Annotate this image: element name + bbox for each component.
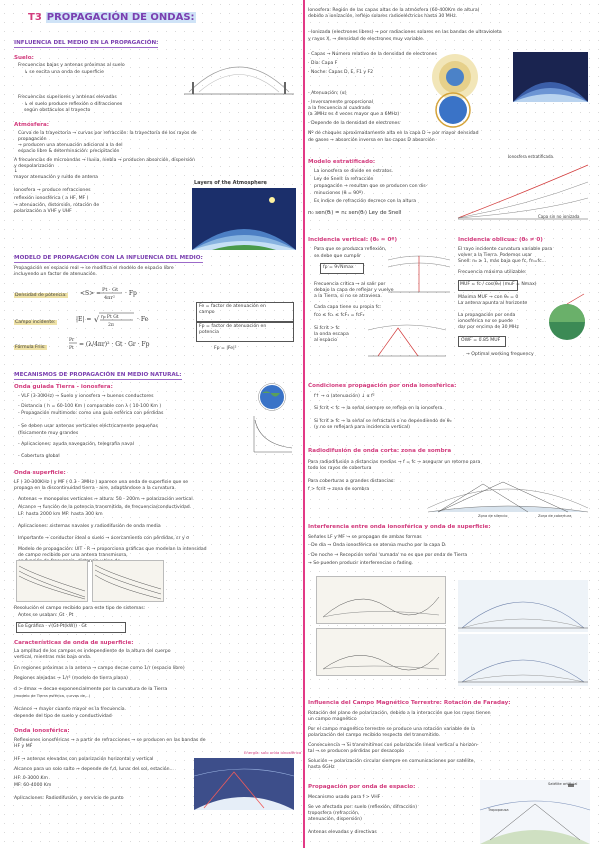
text: Se ve afectada por: suelo (reflexión, difracción) [308, 805, 418, 810]
text: - Propagación multimodo: como una guía esférica con pérdidas [18, 411, 164, 416]
text: HF y MF [14, 744, 33, 749]
text: LF: hasta 2000 km MF: hasta 300 km [18, 512, 103, 517]
text: Frecuencias bajas y antenas próximas al suelo [18, 63, 125, 68]
text: Alcance → mayor cuanto mayor es la frecuencia. [14, 707, 127, 712]
text: polarización del campo recibido respecto del transmitido. [308, 733, 441, 738]
text: OWF = 0.85 MUF [461, 338, 501, 343]
text: propaga en la discontinuidad tierra - aire, adaptándose a la curvatura. [14, 486, 176, 491]
text: - Distancia ( h = 60-100 Km ) comparable con λ ( 10-100 Km ) [18, 404, 162, 409]
svg-text:· Fp: · Fp [125, 290, 137, 297]
text: La ionosfera se divide en estratos. [314, 169, 394, 174]
interference-diagram-1 [458, 580, 588, 632]
text: y despolarización [14, 164, 55, 169]
coverage-label: Zona de cobertura [538, 514, 572, 518]
text: Antenas → monopolos verticales → altura: 50 - 200m → polarización vertical [18, 497, 193, 502]
shadow-zone-figure [428, 478, 588, 514]
friis-label: Fórmula Friis: [15, 345, 46, 350]
text: HF → antenas elevadas con polarización horizontal y vertical [14, 757, 154, 762]
text: Mecanismo usado para f > VHF [308, 795, 381, 800]
heading-onda-tierra: Onda guiada Tierra - ionosfera: [14, 384, 113, 390]
text: fp = 9√Nmax [323, 265, 354, 270]
text: Es índice de refracción decrece con la altura [314, 199, 417, 204]
text: Modelo de propagación: UIT - R → proporciona gráficas que modelan la intensidad [18, 547, 207, 552]
text: mayor atenuación y ruido de antena [14, 175, 98, 180]
text: - De noche → Recepción señal 'sumada' no es que por onda de Tierra [308, 553, 468, 558]
text: La propagación por onda [458, 313, 516, 318]
text: tal → se producen pérdidas por desacoplo [308, 749, 405, 754]
text: - VLF (3-30KHz) → Suelo y ionosfera → buenos conductores [18, 394, 154, 399]
text: Frecuencia máxima utilizable: [458, 270, 527, 275]
text: - Aplicaciones: ayuda navegación, telegrafía naval [18, 442, 134, 447]
text: Cada capa tiene su propia fc: [314, 305, 382, 310]
muf-globe-figure [544, 292, 590, 338]
heading-onda-superficie: Onda superficie: [14, 470, 66, 476]
ionospheric-wave-figure [194, 758, 294, 810]
text: Si fcrit < fc → la señal siempre se refleja en la ionosfera. [314, 406, 444, 411]
text: reflexión ionosférica ( a HF, MF ) [14, 196, 89, 201]
left-column [14, 0, 302, 848]
svg-text:· Fe: · Fe [137, 316, 149, 323]
escape-figure [368, 320, 446, 358]
text: Por el campo magnético terrestre se produce una rotación variable de la [308, 727, 475, 732]
text: Curva de la trayectoria → curvas por refracción: la trayectoria de los rayos de [18, 131, 197, 136]
uit-graph-2 [92, 560, 164, 602]
svg-text:<S> =: <S> = [80, 290, 102, 297]
heading-modelo-estratificado: Modelo estratificado: [308, 159, 376, 165]
heading-caracteristicas: Características de onda de superficie: [14, 640, 134, 646]
text: de campo recibido por una antena transmisora, [18, 553, 128, 558]
snell-law: n₀ sen(θᵢ) = n₁ sen(θᵣ) Ley de Snell [308, 210, 402, 216]
text: Frecuencia crítica → al salir por [314, 282, 386, 287]
globe-figure [428, 92, 478, 128]
earth-guide-figure [252, 383, 292, 411]
text: Frecuencias superiores y antenas elevadas [18, 95, 117, 100]
heading-suelo: Suelo: [14, 55, 34, 61]
text: - Inversamente proporcional [308, 100, 373, 105]
text: - Cobertura global [18, 454, 60, 459]
text: debajo la capa de reflejar y vuelve [314, 288, 394, 293]
density-label: Densidad de potencia: [15, 293, 67, 298]
suelo-diagram [184, 52, 294, 102]
svg-text:= (λ/4πr)² · Gt · Gr · Fp: = (λ/4πr)² · Gt · Gr · Fp [79, 341, 150, 348]
text: polarización a VHF y UHF [14, 209, 72, 214]
text: Para coberturas a grandes distancias: [308, 479, 395, 484]
heading-zona-sombra: Radiodifusión de onda corta: zona de sombra [308, 448, 452, 454]
text: La amplitud de los campos es independiente de la altura del cuerpo [14, 649, 171, 654]
text: Nº de choques aproximadamente alta en la capa D → por mayor densidad [308, 131, 479, 136]
text: Fp = |Fe|² [214, 346, 237, 351]
text: y rayos X, → densidad de electrones muy variable. [308, 37, 425, 42]
layers-figure-title: Layers of the Atmosphere [194, 180, 267, 186]
density-formula [80, 285, 160, 301]
text: - Atenuación: (α) [308, 91, 347, 96]
tropopause-label: Tropopausa [488, 808, 509, 812]
text: de gases → absorción inversa en las capas D absorción [308, 138, 435, 143]
text: Ley de Snell: la refracción [314, 177, 374, 182]
satellite-label: Satélite artificial [548, 782, 578, 786]
text: LF ( 30-300KHz ) y MF ( 0.3 - 3MHz ) aparece una onda de superficie que se [14, 480, 189, 485]
text: distancia [77, 559, 99, 564]
heading-onda-espacio: Propagación por onda de espacio: [308, 784, 416, 790]
text: (físicamente muy grandes [18, 431, 79, 436]
night-layers-figure [513, 52, 588, 102]
text: MF: 60-4000 Km [14, 783, 52, 788]
text: d > dmax → decae exponencialmente por la curvatura de la Tierra [14, 687, 168, 692]
svg-text:2π: 2π [108, 323, 114, 328]
text: Eo Egráfica · √(Gt·Pt(kW)) · Gt [18, 624, 87, 629]
title-text: PROPAGACIÓN DE ONDAS: [46, 12, 195, 23]
atmosphere-layers-figure [192, 188, 296, 250]
svg-text:Pr: Pr [69, 338, 75, 343]
text: a la frecuencia al cuadrado [308, 106, 371, 111]
text: · Día: Capa F [308, 61, 338, 66]
text: - Ionizada (electrones libres) → por radiaciones solares en las bandas de ultravioleta [308, 30, 502, 35]
svg-text:Pt · Gt: Pt · Gt [102, 287, 119, 293]
text: debido a ionización, reflejo solares radioeléctricos hasta 30 MHz. [308, 14, 458, 19]
text: Fp = factor de atenuación en [199, 324, 267, 329]
text: se debe que cumplir [314, 254, 362, 259]
svg-text:4πr²: 4πr² [104, 295, 115, 301]
text: Aplicaciones: Radiodifusión, y servicio de punto [14, 796, 124, 801]
heading-influencia: INFLUENCIA DEL MEDIO EN LA PROPAGACIÓN: [14, 40, 159, 46]
text: → Optimal working frequency [466, 352, 534, 357]
text: incluyendo un factor de atenuación. [14, 272, 98, 277]
text: Antenas elevadas y directivas [308, 830, 377, 835]
text: la onda escapa [314, 332, 349, 337]
text: En regiones próximas a la antena → campo decae como 1/r (espacio libre) [14, 666, 185, 671]
text: todo los rayos de cobertura [308, 466, 372, 471]
text: volver a la Tierra. Podemos usar [458, 253, 533, 258]
text: Alcance → función de la potencia transmitida, de frecuencia/conductividad. [18, 505, 192, 510]
stratified-ionosphere-figure [458, 160, 588, 220]
text: Importante → conductor ideal o suelo → acercamiento con pérdidas, εr y σ [18, 536, 190, 541]
text: Alcance para un solo salto → depende de f,d, lunar del sol, estación... [14, 767, 174, 772]
svg-text:η₀ Pt Gt: η₀ Pt Gt [101, 315, 119, 320]
figure-note: Energía: solo onda ionosférica [244, 750, 302, 755]
text: ↓ [14, 169, 18, 174]
text: Ionosfera → produce refracciones [14, 188, 91, 193]
svg-text:|E| =: |E| = [76, 316, 92, 323]
text: ↳ se excita una onda de superficie [24, 70, 104, 75]
column-divider [303, 0, 305, 848]
svg-text:√: √ [94, 315, 100, 324]
text: Si fcrit ≥ fc → la señal se refractará o no dependiendo de θ₀ [314, 419, 452, 424]
heading-incidencia-oblicua: Incidencia oblicua: (θ₀ ≠ 0) [458, 237, 543, 243]
campo-formula [76, 310, 166, 328]
shadow-label: Zona de silencio [478, 514, 508, 518]
text: → producen una atenuación adicional a la del [18, 143, 123, 148]
text: Snell: n₀ ≥ 1, más baja que fc, fn=fc... [458, 259, 547, 264]
text: troposfera (refracción, [308, 811, 360, 816]
page-title [28, 12, 196, 24]
text: fco ≤ fc₁ ≤ fcF₁ = fcF₂ [314, 313, 365, 318]
text: - Capas → Número relativo de la densidad de electrones [308, 52, 437, 57]
heading-condiciones: Condiciones propagación por onda ionosférica: [308, 383, 457, 389]
heading-mecanismos: MECANISMOS DE PROPAGACIÓN EN MEDIO NATURAL: [14, 372, 182, 378]
text: Si fcrit > fc [314, 326, 340, 331]
text: dar por encima de 30 MHz [458, 325, 519, 330]
vertical-incidence-figure [388, 252, 450, 294]
text: al espacio [314, 338, 338, 343]
heading-faraday: Influencia del Campo Magnético Terrestre: Rotación de Faraday: [308, 700, 511, 706]
text: → Se pueden producir interferencias o fading. [308, 561, 414, 566]
text: A frecuencias de microondas → lluvia, niebla → producen absorción, dispersión [14, 158, 195, 163]
text: según obstáculos al trayecto [24, 108, 91, 113]
text: campo [199, 310, 215, 315]
svg-text:Pt: Pt [69, 346, 74, 351]
interference-graph-2 [316, 628, 446, 676]
attenuation-curve-figure [252, 414, 294, 454]
heading-onda-ionosferica: Onda ionosférica: [14, 728, 70, 734]
text: potencia [199, 330, 219, 335]
text: f > fcrit → zona de sombra [308, 487, 370, 492]
text: HF: 0-3000 Km [14, 776, 48, 781]
text: depende del tipo de suelo y conductividad [14, 714, 112, 719]
text: Resolución el campo recibido para este tipo de sistemas: [14, 606, 146, 611]
interference-graph-1 [316, 576, 446, 624]
text: · Noche: Capas D, E, F1 y F2 [308, 70, 374, 75]
stratified-figure-title: Ionosfera estratificada [508, 154, 553, 159]
text: hasta 6GHz [308, 765, 335, 770]
text: Propagación en espacio real → se modifica el modelo de espacio libre [14, 266, 174, 271]
text: Fe = factor de atenuación en [199, 304, 266, 309]
interference-diagram-2 [458, 634, 588, 686]
text: ↳ el suelo produce reflexión o difracciones [24, 102, 123, 107]
text: vertical, mientras más baja onda. [14, 655, 92, 660]
text: Para que se produzca reflexión, [314, 247, 387, 252]
text: - Depende de la densidad de electrones [308, 121, 400, 126]
text: Consecuencia → Si transmitimos con polarización lineal vertical u horizon- [308, 743, 479, 748]
uit-graph-1 [16, 560, 88, 602]
text: - Se deben usar antenas verticales eléctricamente pequeñas [18, 424, 158, 429]
friis-formula [69, 336, 169, 354]
text: a la Tierra, si no se atraviesa. [314, 294, 382, 299]
text: Regiones alejadas → 1/r² (modelo de tierra plana) [14, 676, 128, 681]
text: atenuación, dispersión) [308, 817, 362, 822]
text: minuciones (θ = 90º) [314, 191, 363, 196]
text: El rayo incidente curvatura variable para [458, 247, 553, 252]
heading-atmosfera: Atmósfera: [14, 122, 50, 128]
text: MUF = fc / cos(θ₀) (muF = Nmax) [460, 282, 537, 287]
text: Ionosfera: Región de las capas altas de la atmósfera (60-400Km de altura) [308, 8, 480, 13]
right-column [308, 0, 592, 848]
heading-incidencia-vertical: Incidencia vertical: (θ₀ = 0º) [308, 237, 398, 243]
text: f↑ → α (atenuación) ↓ α f² [314, 394, 375, 399]
text: propagación [18, 137, 47, 142]
text: (a 3MHz es 4 veces mayor que a 6MHz) [308, 112, 400, 117]
heading-interferencia: Interferencia entre onda ionosférica y onda de superficie: [308, 524, 491, 530]
text: → atenuación, distorsión, rotación de [14, 203, 100, 208]
text: espacio libre & determinación: precipitación [18, 149, 120, 154]
campo-label: Campo incidente: [15, 320, 56, 325]
text: propagación → resultan que se producen con dis- [314, 184, 428, 189]
text: (modelo de Tierra esférica, curvas de...) [14, 693, 91, 698]
text: Máxima MUF → con θ₀ = 0 [458, 295, 519, 300]
text: ionosférica no se puede [458, 319, 513, 324]
title-number: T3 [28, 12, 42, 23]
text: - De día → Onda ionosférica se atenúa mucho por la capa D. [308, 543, 447, 548]
text: (y no se reflejará para incidencia vertical) [314, 425, 410, 430]
text: Reflexiones ionosféricas → a partir de refracciones → se producen en las bandas de [14, 738, 206, 743]
text: un campo magnético [308, 717, 357, 722]
text: Rotación del plano de polarización, debido a la interacción que los rayos tienen [308, 711, 491, 716]
text: Antes se usaban: Gt · Pt [18, 613, 74, 618]
heading-modelo: MODELO DE PROPAGACIÓN CON LA INFLUENCIA DEL MEDIO: [14, 255, 203, 261]
text: Señales LF y MF → se propagan de ambas formas [308, 535, 422, 540]
stratified-figure-label: Capa sin no ionizada [538, 214, 580, 219]
text: Solución → polarización circular siempre en comunicaciones por satélite, [308, 759, 476, 764]
text: Para radiodifusión a distancias medias → f = fc → asegurar un retorno para [308, 460, 481, 465]
text: Aplicaciones: sistemas navales y radiodifusión de onda media [18, 524, 161, 529]
text: La antena apunta al horizonte [458, 301, 528, 306]
